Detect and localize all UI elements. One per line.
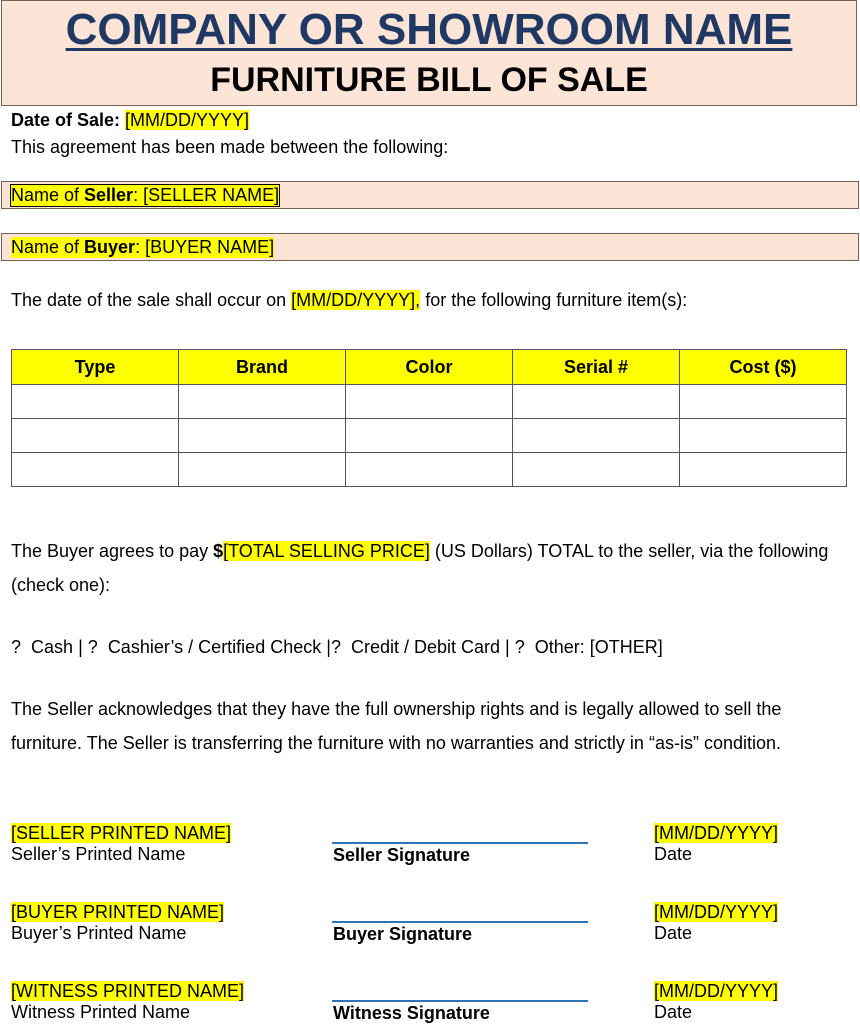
seller-signature-label: Seller Signature [333,845,471,865]
column-header-brand: Brand [179,350,346,385]
table-cell[interactable] [346,453,513,487]
column-header-color: Color [346,350,513,385]
table-cell[interactable] [179,385,346,419]
witness-signature-label: Witness Signature [333,1003,490,1023]
company-name: COMPANY OR SHOWROOM NAME [65,5,793,54]
buyer-date-label: Date [654,923,693,943]
column-header-cost: Cost ($) [680,350,847,385]
buyer-name-box [1,233,859,261]
table-cell[interactable] [12,453,179,487]
buyer-signature-label: Buyer Signature [333,924,473,944]
sale-date-sentence: The date of the sale shall occur on [MM/DD/YYYY], for the following furniture item(s): [11,290,688,310]
column-header-type: Type [12,350,179,385]
date-of-sale-field[interactable]: [MM/DD/YYYY] [125,110,250,130]
buyer-date-block [654,902,778,944]
table-cell[interactable] [346,419,513,453]
table-cell[interactable] [346,385,513,419]
buyer-printed-name-label: Buyer’s Printed Name [11,923,187,943]
buyer-date-field[interactable]: [MM/DD/YYYY] [654,902,779,922]
witness-date-field[interactable]: [MM/DD/YYYY] [654,981,779,1001]
acknowledgment-paragraph: The Seller acknowledges that they have the full ownership rights and is legally allowed to sell the furniture. The Seller is transferring the furniture with no warranties and strictly in “as-is” condition. [11,699,782,753]
seller-signature-line[interactable] [332,842,588,844]
sale-date-field[interactable]: [MM/DD/YYYY], [291,290,421,310]
payment-paragraph: The Buyer agrees to pay $[TOTAL SELLING PRICE] (US Dollars) TOTAL to the seller, via the following (check one): [11,541,829,595]
furniture-items-table [11,349,847,487]
table-header-row [12,350,847,385]
option-cash-label: Cash [31,637,74,657]
date-of-sale-label: Date of Sale: [11,110,121,130]
table-cell[interactable] [513,385,680,419]
checkbox-other[interactable]: ? [514,637,525,657]
seller-printed-name-block [11,823,231,865]
table-cell[interactable] [513,453,680,487]
table-cell[interactable] [680,453,847,487]
seller-date-label: Date [654,844,693,864]
witness-date-label: Date [654,1002,693,1022]
checkbox-card[interactable]: ? [330,637,341,657]
option-other-label: Other: [OTHER] [534,637,663,657]
agreement-intro: This agreement has been made between the following: [11,137,449,157]
table-cell[interactable] [513,419,680,453]
checkbox-check[interactable]: ? [87,637,98,657]
table-cell[interactable] [12,385,179,419]
date-of-sale-line [11,110,249,131]
table-row [12,419,847,453]
buyer-printed-name-field[interactable]: [BUYER PRINTED NAME] [11,902,225,922]
seller-name-field[interactable]: Name of Seller: [SELLER NAME] [11,185,280,205]
total-price-field[interactable]: [TOTAL SELLING PRICE] [223,541,430,561]
witness-signature-line[interactable] [332,1000,588,1002]
seller-printed-name-field[interactable]: [SELLER PRINTED NAME] [11,823,232,843]
seller-name-box [1,181,859,209]
table-cell[interactable] [179,419,346,453]
seller-printed-name-label: Seller’s Printed Name [11,844,186,864]
buyer-printed-name-block [11,902,224,944]
option-card-label: Credit / Debit Card [350,637,501,657]
seller-date-field[interactable]: [MM/DD/YYYY] [654,823,779,843]
witness-printed-name-block [11,981,244,1023]
checkbox-cash[interactable]: ? [11,637,22,657]
table-row [12,453,847,487]
buyer-name-field[interactable]: Name of Buyer: [BUYER NAME] [11,237,275,257]
witness-printed-name-field[interactable]: [WITNESS PRINTED NAME] [11,981,245,1001]
table-cell[interactable] [680,419,847,453]
witness-printed-name-label: Witness Printed Name [11,1002,191,1022]
payment-options: ? Cash | ? Cashier’s / Certified Check |? Credit / Debit Card | ? Other: [OTHER] [11,637,663,657]
document-header [1,0,857,106]
seller-date-block [654,823,778,865]
buyer-signature-line[interactable] [332,921,588,923]
table-cell[interactable] [680,385,847,419]
column-header-serial: Serial # [513,350,680,385]
document-title: FURNITURE BILL OF SALE [210,61,648,99]
option-check-label: Cashier’s / Certified Check [107,637,322,657]
table-cell[interactable] [179,453,346,487]
witness-date-block [654,981,778,1023]
table-row [12,385,847,419]
table-cell[interactable] [12,419,179,453]
